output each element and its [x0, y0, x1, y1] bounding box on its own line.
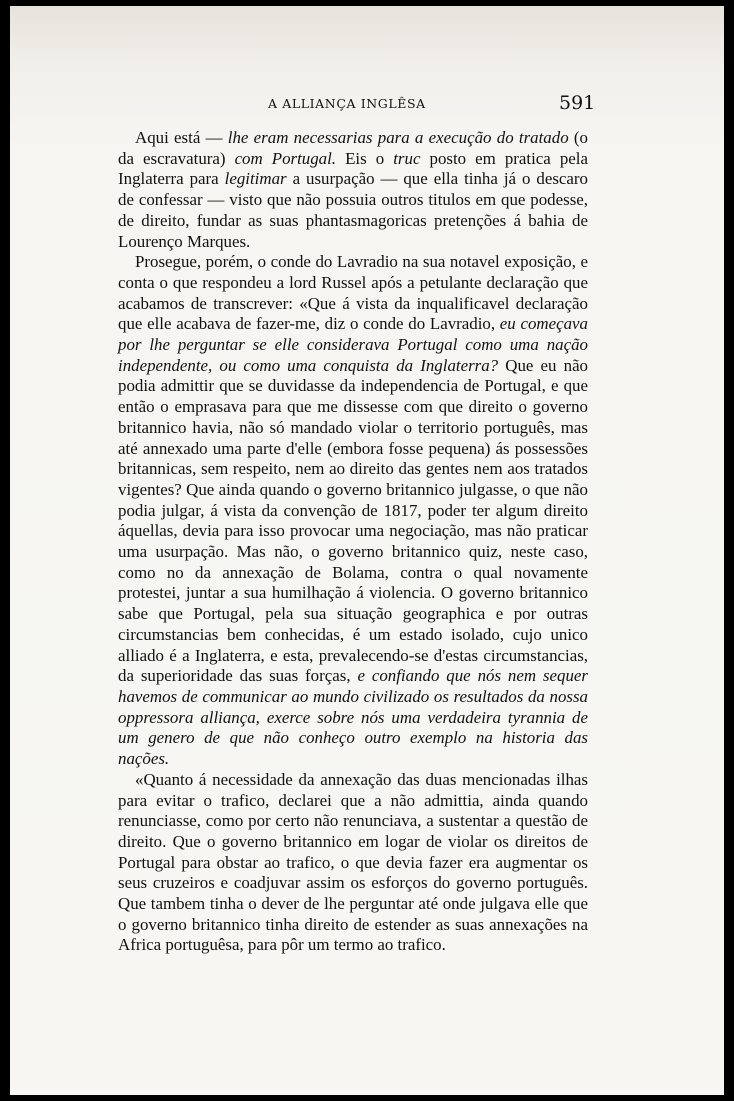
text-segment: a usurpação — que ella tinha já o descaro de confessar — visto que não possuia outros titulos em que podesse, de direito, fundar as suas phantasmagoricas pretenções á bahia de Lourenço Marques. — [118, 169, 588, 251]
text-segment: posto em pratica pela Inglaterra para — [118, 148, 588, 189]
text-segment: Aqui está — — [135, 128, 228, 147]
text-segment: Prosegue, porém, o conde do Lavradio na sua notavel exposição, e conta o que respondeu a lord Russel após a petulante declaração que acabamos de transcrever: «Que á vista da inqualificavel declaração que elle acabava de fazer-me, diz o conde do Lavradio, — [118, 252, 588, 334]
running-header — [10, 91, 724, 115]
text-segment: Que eu não podia admittir que se duvidasse da independencia de Portugal, e que então o emprasava para que me dissesse com que direito o governo britannico havia, não só mandado violar o territorio português, mas até annexado uma parte d'elle (embora fosse pequena) ás possessões britannicas, sem respeito, nem ao direito das gentes nem aos tratados vigentes? Que ainda quando o governo britannico julgasse, o que não podia julgar, á vista da convenção de 1817, poder ter algum direito áquellas, devia para isso provocar uma negociação, mas não praticar uma usurpação. Mas não, o governo britannico quiz, neste caso, como no da annexação de Bolama, contra o qual novamente protestei, juntar a sua humilhação á violencia. O governo britannico sabe que Portugal, pela sua situação geographica e por outras circumstancias bem conhecidas, é um estado isolado, cujo unico alliado é a Inglaterra, e esta, prevalecendo-se d'estas circumstancias, da superioridade das suas forças, — [118, 355, 589, 686]
body-text — [118, 128, 588, 956]
italic-segment: eu começava por lhe perguntar se elle considerava Portugal como uma nação independente, ou como uma conquista da Inglaterra? — [118, 314, 588, 375]
text-segment: (o da escravatura) — [118, 128, 589, 168]
text-segment: «Quanto á necessidade da annexação das duas mencionadas ilhas para evitar o trafico, declarei que a não admittia, ainda quando renunciasse, como por certo não renunciava, a sustentar a questão de direito. Que o governo britannico em logar de violar os direitos de Portugal para obstar ao trafico, o que devia fazer era augmentar os seus cruzeiros e coadjuvar assim os esforços do governo português. Que tambem tinha o dever de lhe perguntar até onde julgava elle que o governo britannico tinha direito de estender as suas annexações na Africa portuguêsa, para pôr um termo ao trafico. — [118, 769, 588, 955]
italic-segment: com Portugal. — [234, 148, 337, 168]
italic-segment: e confiando que nós nem sequer havemos de communicar ao mundo civilizado os resultados da nossa oppressora alliança, exerce sobre nós uma verdadeira tyrannia de um genero de que não conheço outro exemplo na historia das nações. — [118, 666, 588, 769]
page-number: 591 — [559, 92, 596, 114]
book-page — [10, 6, 724, 1095]
paragraph — [118, 128, 588, 252]
running-title: A ALLIANÇA INGLÊSA — [268, 96, 426, 111]
paragraph — [118, 770, 588, 956]
italic-segment: legitimar — [224, 169, 287, 189]
italic-segment: lhe eram necessarias para a execução do tratado — [227, 128, 569, 147]
italic-segment: truc — [393, 148, 421, 168]
paragraph — [118, 252, 588, 770]
text-segment: Eis o — [336, 148, 394, 168]
